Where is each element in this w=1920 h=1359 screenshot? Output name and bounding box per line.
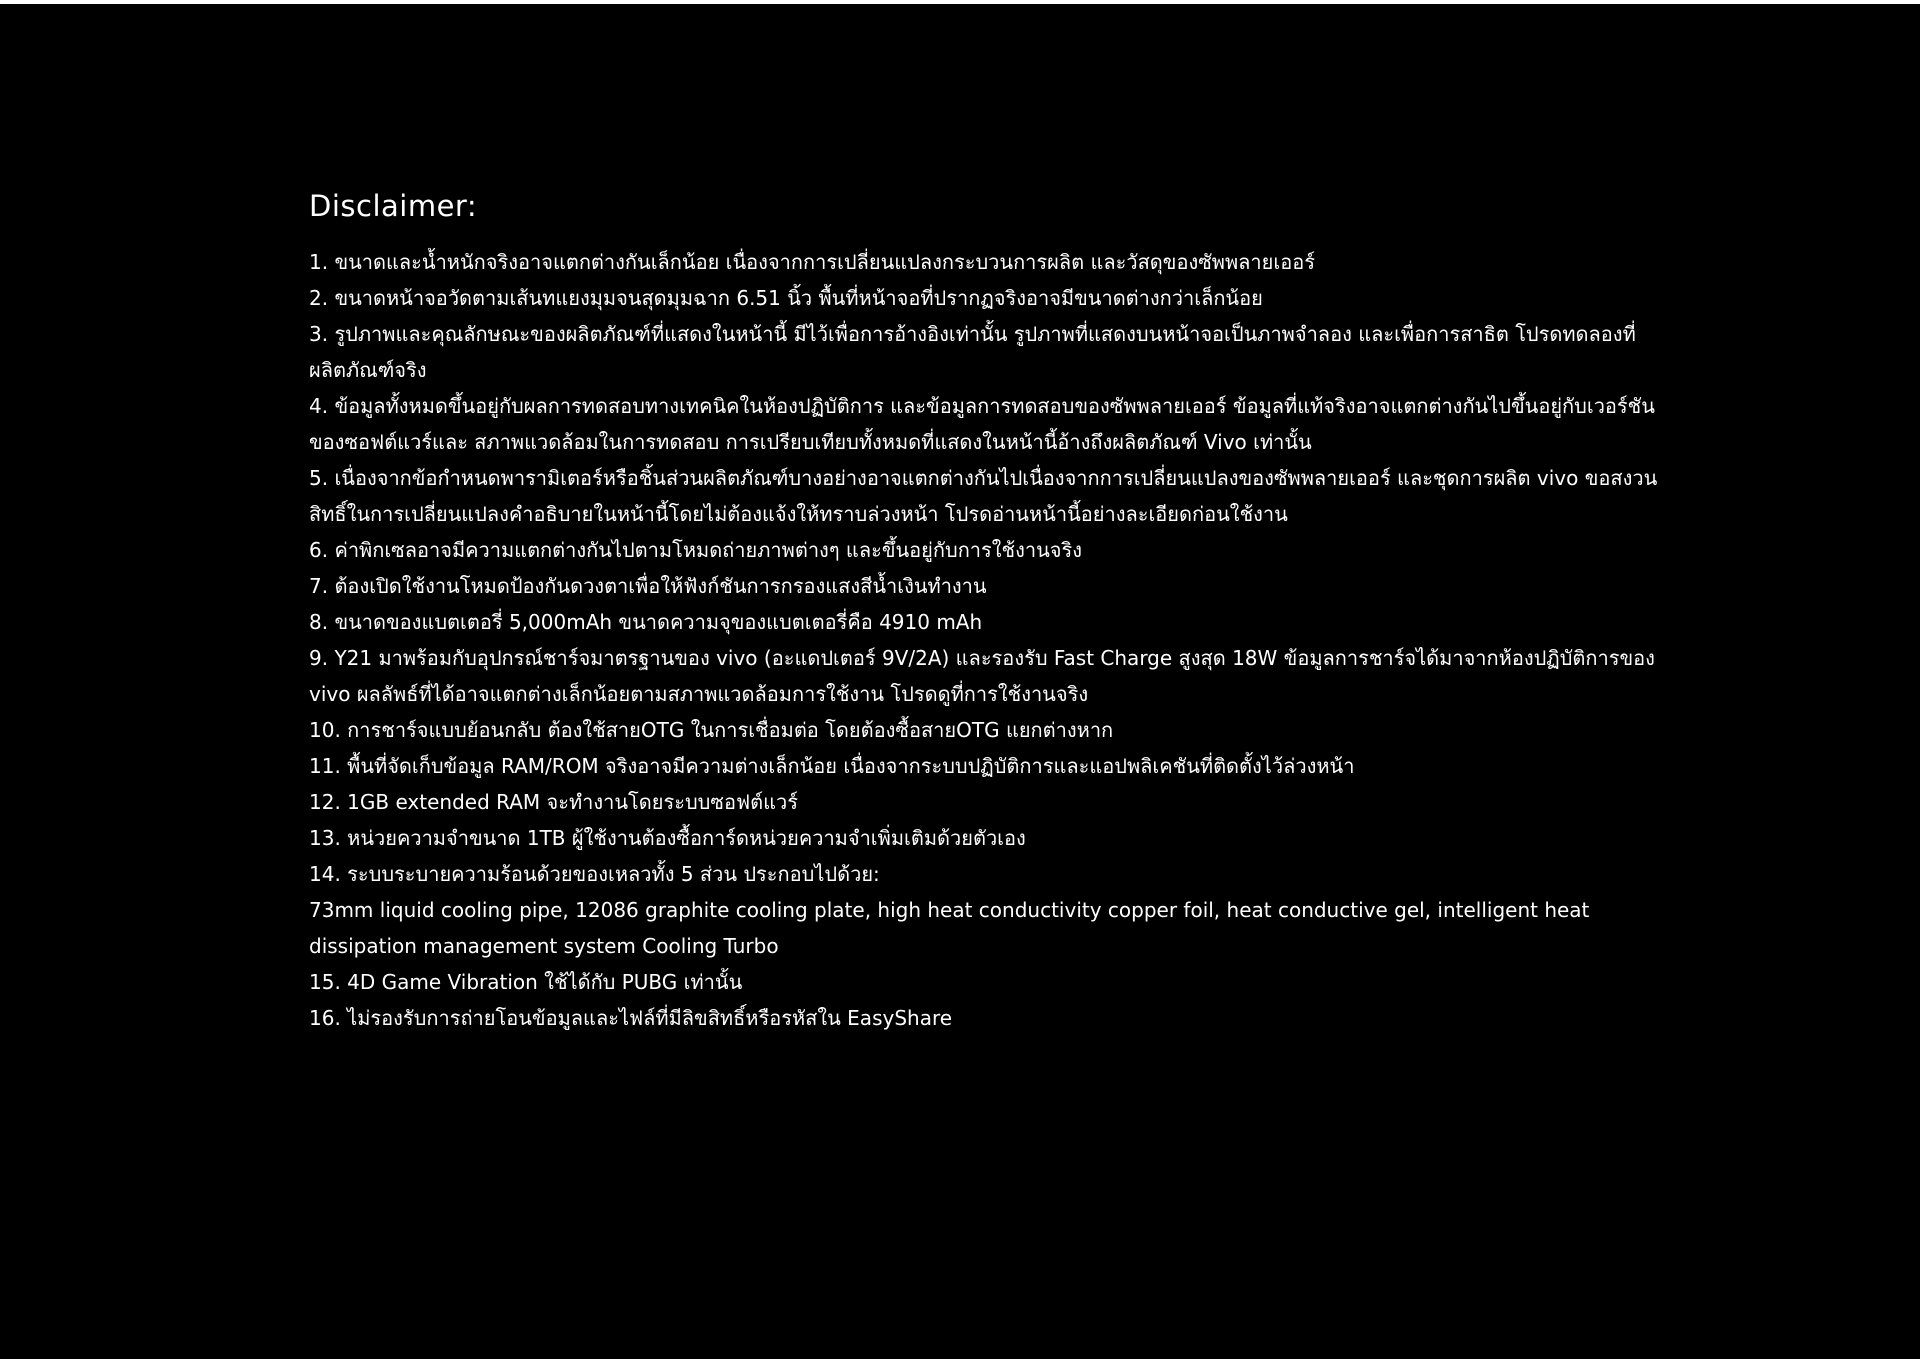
disclaimer-item-1: 1. ขนาดและน้ำหนักจริงอาจแตกต่างกันเล็กน้อย เนื่องจากการเปลี่ยนแปลงกระบวนการผลิต และวัสดุของซัพพลายเออร์ (309, 250, 1315, 274)
disclaimer-item-10: 10. การชาร์จแบบย้อนกลับ ต้องใช้สายOTG ในการเชื่อมต่อ โดยต้องซื้อสายOTG แยกต่างหาก (309, 718, 1114, 742)
disclaimer-section (309, 184, 1679, 1036)
disclaimer-item-9: 9. Y21 มาพร้อมกับอุปกรณ์ชาร์จมาตรฐานของ vivo (อะแดปเตอร์ 9V/2A) และรองรับ Fast Charge สูงสุด 18W ข้อมูลการชาร์จได้มาจากห้องปฏิบัติการของ vivo ผลลัพธ์ที่ได้อาจแตกต่างเล็กน้อยตามสภาพแวดล้อมการใช้งาน โปรดดูที่การใช้งานจริง (309, 646, 1655, 706)
disclaimer-title: Disclaimer: (309, 189, 478, 223)
disclaimer-item-16: 16. ไม่รองรับการถ่ายโอนข้อมูลและไฟล์ที่มีลิขสิทธิ์หรือรหัสใน EasyShare (309, 1006, 953, 1030)
disclaimer-item-3: 3. รูปภาพและคุณลักษณะของผลิตภัณฑ์ที่แสดงในหน้านี้ มีไว้เพื่อการอ้างอิงเท่านั้น รูปภาพที่แสดงบนหน้าจอเป็นภาพจำลอง และเพื่อการสาธิต โปรดทดลองที่ผลิตภัณฑ์จริง (309, 322, 1636, 382)
disclaimer-item-14-details: 73mm liquid cooling pipe, 12086 graphite cooling plate, high heat conductivity copper foil, heat conductive gel, intelligent heat dissipation management system Cooling Turbo (309, 898, 1590, 958)
disclaimer-item-11: 11. พื้นที่จัดเก็บข้อมูล RAM/ROM จริงอาจมีความต่างเล็กน้อย เนื่องจากระบบปฏิบัติการและแอปพลิเคชันที่ติดตั้งไว้ล่วงหน้า (309, 754, 1355, 778)
disclaimer-item-8: 8. ขนาดของแบตเตอรี่ 5,000mAh ขนาดความจุของแบตเตอรี่คือ 4910 mAh (309, 610, 983, 634)
disclaimer-item-12: 12. 1GB extended RAM จะทำงานโดยระบบซอฟต์แวร์ (309, 790, 798, 814)
disclaimer-item-7: 7. ต้องเปิดใช้งานโหมดป้องกันดวงตาเพื่อให้ฟังก์ชันการกรองแสงสีน้ำเงินทำงาน (309, 574, 987, 598)
disclaimer-item-15: 15. 4D Game Vibration ใช้ได้กับ PUBG เท่านั้น (309, 970, 743, 994)
disclaimer-item-6: 6. ค่าพิกเซลอาจมีความแตกต่างกันไปตามโหมดถ่ายภาพต่างๆ และขึ้นอยู่กับการใช้งานจริง (309, 538, 1083, 562)
page-background (0, 4, 1920, 1359)
disclaimer-item-4: 4. ข้อมูลทั้งหมดขึ้นอยู่กับผลการทดสอบทางเทคนิคในห้องปฏิบัติการ และข้อมูลการทดสอบของซัพพลายเออร์ ข้อมูลที่แท้จริงอาจแตกต่างกันไปขึ้นอยู่กับเวอร์ชันของซอฟต์แวร์และ สภาพแวดล้อมในการทดสอบ การเปรียบเทียบทั้งหมดที่แสดงในหน้านี้อ้างถึงผลิตภัณฑ์ Vivo เท่านั้น (309, 394, 1655, 454)
disclaimer-item-2: 2. ขนาดหน้าจอวัดตามเส้นทแยงมุมจนสุดมุมฉาก 6.51 นิ้ว พื้นที่หน้าจอที่ปรากฏจริงอาจมีขนาดต่างกว่าเล็กน้อย (309, 286, 1263, 310)
disclaimer-item-13: 13. หน่วยความจำขนาด 1TB ผู้ใช้งานต้องซื้อการ์ดหน่วยความจำเพิ่มเติมด้วยตัวเอง (309, 826, 1026, 850)
disclaimer-list (309, 244, 1679, 1036)
disclaimer-item-14: 14. ระบบระบายความร้อนด้วยของเหลวทั้ง 5 ส่วน ประกอบไปด้วย: (309, 862, 880, 886)
disclaimer-item-5: 5. เนื่องจากข้อกำหนดพารามิเตอร์หรือชิ้นส่วนผลิตภัณฑ์บางอย่างอาจแตกต่างกันไปเนื่องจากการเปลี่ยนแปลงของซัพพลายเออร์ และชุดการผลิต vivo ขอสงวนสิทธิ์ในการเปลี่ยนแปลงคำอธิบายในหน้านี้โดยไม่ต้องแจ้งให้ทราบล่วงหน้า โปรดอ่านหน้านี้อย่างละเอียดก่อนใช้งาน (309, 466, 1658, 526)
